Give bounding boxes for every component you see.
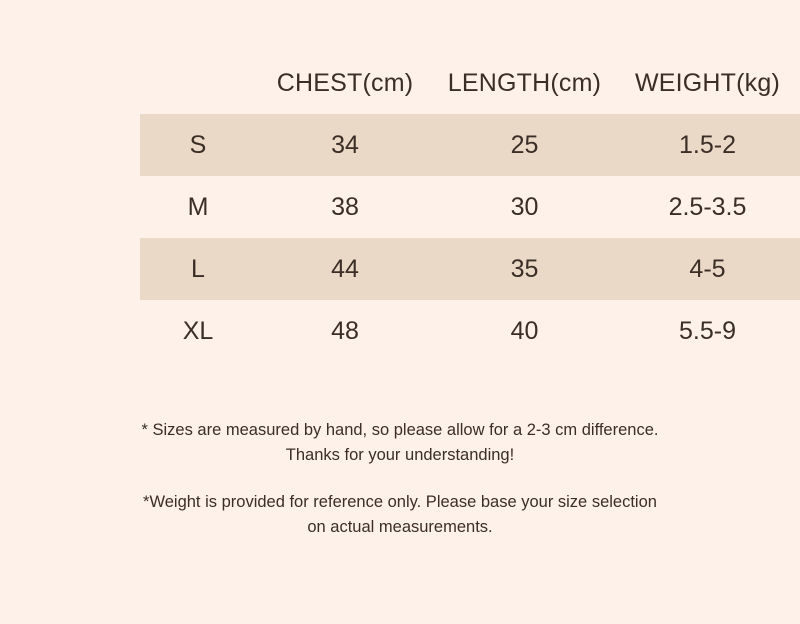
measurement-note-line-1: * Sizes are measured by hand, so please allow for a 2-3 cm difference. — [141, 421, 659, 439]
row-spacer — [0, 300, 140, 362]
table-row — [0, 300, 800, 362]
cell-length: 30 — [510, 192, 539, 221]
cell-weight: 2.5-3.5 — [668, 192, 747, 221]
cell-size: S — [140, 114, 256, 176]
header-length: LENGTH(cm) — [447, 68, 602, 97]
header-size — [140, 52, 256, 114]
cell-length: 40 — [510, 316, 539, 345]
header-weight: WEIGHT(kg) — [634, 68, 781, 97]
cell-size: M — [187, 192, 209, 221]
row-spacer — [0, 176, 140, 238]
cell-length: 35 — [434, 238, 615, 300]
size-table-grid — [0, 52, 800, 362]
table-row — [0, 114, 800, 176]
row-spacer — [0, 238, 140, 300]
table-header-row — [0, 52, 800, 114]
header-spacer — [0, 52, 140, 114]
cell-weight: 4-5 — [615, 238, 800, 300]
cell-weight: 5.5-9 — [679, 316, 736, 345]
weight-note-line-1: *Weight is provided for reference only. Please base your size selection — [143, 493, 657, 511]
header-chest: CHEST(cm) — [276, 68, 414, 97]
size-table — [0, 52, 800, 362]
measurement-note — [0, 418, 800, 468]
cell-length: 25 — [434, 114, 615, 176]
cell-chest: 38 — [331, 192, 359, 221]
cell-chest: 44 — [256, 238, 434, 300]
notes-section — [0, 418, 800, 540]
cell-weight: 1.5-2 — [615, 114, 800, 176]
table-row — [0, 238, 800, 300]
cell-chest: 48 — [331, 316, 359, 345]
weight-note — [0, 490, 800, 540]
weight-note-line-2: on actual measurements. — [307, 518, 493, 536]
cell-size: L — [140, 238, 256, 300]
cell-size: XL — [182, 316, 214, 345]
row-spacer — [0, 114, 140, 176]
table-row — [0, 176, 800, 238]
cell-chest: 34 — [256, 114, 434, 176]
measurement-note-line-2: Thanks for your understanding! — [285, 446, 515, 464]
